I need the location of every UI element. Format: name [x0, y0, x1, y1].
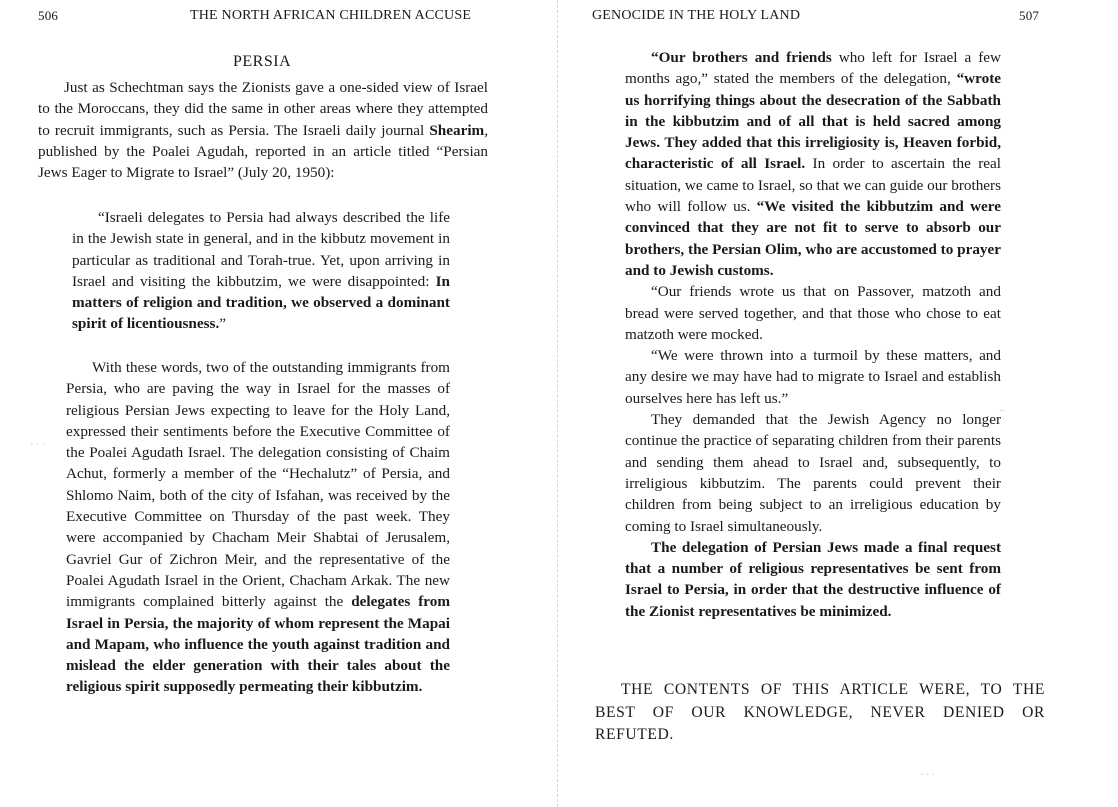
left-page-number: 506	[38, 8, 59, 23]
right-running-head: GENOCIDE IN THE HOLY LAND	[592, 8, 801, 23]
scan-speck: · · ·	[920, 770, 935, 781]
closing-statement: THE CONTENTS OF THIS ARTICLE WERE, TO THE BEST OF OUR KNOWLEDGE, NEVER DENIED OR REFUTED.	[595, 681, 1045, 743]
paragraph-bold: The delegation of Persian Jews made a final request that a number of religious representatives be sent from Israel to Persia, in order that the destructive influence of the Zionist representatives be minimized.	[625, 538, 1001, 620]
block-quote: “Israeli delegates to Persia had always described the life in the Jewish state in general, and in the kibbutz movement in particular as traditional and Torah-true. Yet, upon arriving in Israel and visiting the kibbutzim, we were disappointed: In matters of religion and tradition, we observed a dominant spirit of licentiousness.”	[72, 209, 450, 333]
right-page-number: 507	[1019, 8, 1040, 23]
paragraph: “Our brothers and friends who left for Israel a few months ago,” stated the members of the delegation, “wrote us horrifying things about the desecration of the Sabbath in the kibbutzim and of all that is held sacred among Jews. They added that this irreligiosity is, Heaven forbid, characteristic of all Israel. In order to ascertain the real situation, we came to Israel, so that we can guide our brothers who will follow us. “We visited the kibbutzim and were convinced that they are not fit to serve to absorb our brothers, the Persian Olim, who are accustomed to prayer and to Jewish customs.	[625, 49, 1001, 279]
left-running-head: THE NORTH AFRICAN CHILDREN ACCUSE	[190, 8, 472, 23]
journal-name: Shearim	[429, 121, 485, 139]
scan-speck: · · ·	[30, 440, 45, 451]
right-page	[559, 0, 1118, 807]
section-title: PERSIA	[233, 53, 292, 70]
paragraph: “We were thrown into a turmoil by these matters, and any desire we may have had to migrate to Israel and establish ourselves here has left us.”	[625, 347, 1001, 407]
paragraph: They demanded that the Jewish Agency no longer continue the practice of separating children from their parents and sending them ahead to Israel and, subsequently, to irreligious kibbutzim. The parents could prevent their children from being subject to an irreligious education by coming to Israel simultaneously.	[625, 411, 1001, 535]
intro-paragraph: Just as Schechtman says the Zionists gave a one-sided view of Israel to the Moroccans, they did the same in other areas where they attempted to recruit immigrants, such as Persia. The Israeli daily journal Shearim, published by the Poalei Agudah, reported in an article titled “Persian Jews Eager to Migrate to Israel” (July 20, 1950):	[38, 79, 488, 182]
left-page	[0, 0, 556, 807]
right-body-text	[625, 47, 1001, 622]
scan-speck: –	[1000, 405, 1005, 416]
paragraph: “Our friends wrote us that on Passover, matzoth and bread were served together, and that those who chose to eat matzoth were mocked.	[625, 283, 1001, 343]
continuation-paragraph: With these words, two of the outstanding immigrants from Persia, who are paving the way in Israel for the masses of religious Persian Jews expecting to leave for the Holy Land, expressed their sentiments before the Executive Committee of the Poalei Agudath Israel. The delegation consisting of Chaim Achut, formerly a member of the “Hechalutz” of Persia, and Shlomo Naim, both of the city of Isfahan, was received by the Executive Committee on Thursday of the past week. They were accompanied by Chacham Meir Shabtai of Jerusalem, Gavriel Gur of Zichron Meir, and the representative of the Poalei Agudath Israel in the Orient, Chacham Arkak. The new immigrants complained bitterly against the delegates from Israel in Persia, the majority of whom represent the Mapai and Mapam, who influence the youth against tradition and mislead the elder generation with their tales about the religious spirit supposedly permeating their kibbutzim.	[66, 359, 450, 696]
